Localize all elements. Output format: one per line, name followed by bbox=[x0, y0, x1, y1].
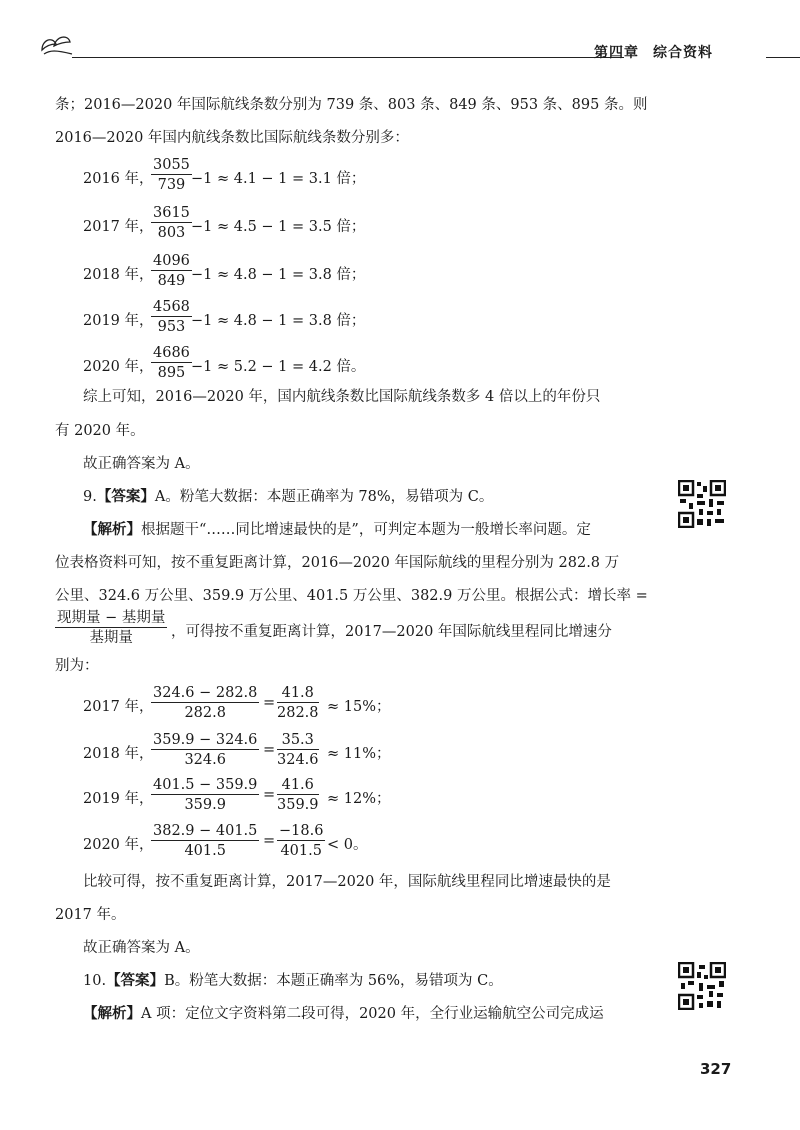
fraction-denominator: 324.6 bbox=[184, 752, 226, 768]
q9-analysis-line1 bbox=[83, 520, 591, 540]
calc-label: 2018 年， bbox=[83, 267, 154, 283]
fraction-denominator: 282.8 bbox=[184, 705, 226, 721]
fraction bbox=[277, 684, 319, 723]
answer2: 故正确答案为 A。 bbox=[83, 940, 200, 956]
summary2-line1: 比较可得，按不重复距离计算，2017—2020 年，国际航线里程同比增速最快的是 bbox=[83, 874, 611, 890]
fraction-numerator: 41.6 bbox=[277, 776, 319, 795]
fraction-denominator: 324.6 bbox=[277, 752, 319, 768]
answer-tag: 【答案】 bbox=[96, 488, 155, 505]
calc-label: 2019 年， bbox=[83, 313, 154, 329]
calc-result: −1 ≈ 4.8 − 1 = 3.8 倍； bbox=[191, 313, 366, 329]
header-rule-left bbox=[72, 57, 624, 58]
fraction-numerator: 3615 bbox=[153, 205, 190, 221]
answer1: 故正确答案为 A。 bbox=[83, 456, 200, 472]
fraction-numerator: 359.9 − 324.6 bbox=[153, 732, 258, 748]
fraction-denominator: 803 bbox=[157, 225, 186, 241]
fraction bbox=[277, 731, 319, 770]
fraction bbox=[151, 298, 192, 337]
fraction-numerator: 4568 bbox=[153, 299, 190, 315]
calc-result: ≈ 12%； bbox=[327, 791, 391, 807]
calc-label: 2020 年， bbox=[83, 359, 154, 375]
equals-sign: = bbox=[263, 787, 276, 803]
fraction bbox=[277, 776, 319, 815]
chapter-heading bbox=[594, 42, 713, 62]
chapter-title: 第四章 bbox=[594, 45, 639, 61]
fraction-numerator: 382.9 − 401.5 bbox=[153, 823, 258, 839]
q9-analysis-line4: ，可得按不重复距离计算，2017—2020 年国际航线里程同比增速分 bbox=[171, 624, 612, 640]
fraction bbox=[151, 776, 259, 815]
fraction-numerator: 324.6 − 282.8 bbox=[153, 685, 258, 701]
fraction-denominator: 401.5 bbox=[280, 843, 322, 859]
q10-answer-text: B。粉笔大数据：本题正确率为 56%，易错项为 C。 bbox=[164, 973, 503, 989]
fraction-denominator: 282.8 bbox=[277, 705, 319, 721]
fraction bbox=[277, 822, 325, 861]
fraction bbox=[151, 344, 192, 383]
fraction-numerator: 35.3 bbox=[277, 731, 319, 750]
q9-analysis-line5: 别为： bbox=[55, 658, 99, 674]
qr-code-icon[interactable] bbox=[678, 480, 726, 528]
fraction-denominator: 359.9 bbox=[184, 797, 226, 813]
fraction-numerator: 4686 bbox=[153, 345, 190, 361]
q9-answer-text: A。粉笔大数据：本题正确率为 78%，易错项为 C。 bbox=[154, 489, 494, 505]
header-rule-right bbox=[766, 57, 800, 58]
analysis-tag: 【解析】 bbox=[83, 1005, 141, 1022]
summary1-line2: 有 2020 年。 bbox=[55, 423, 145, 439]
summary1-line1: 综上可知，2016—2020 年，国内航线条数比国际航线条数多 4 倍以上的年份只 bbox=[83, 389, 601, 405]
fraction-numerator: 现期量 − 基期量 bbox=[57, 610, 166, 626]
fraction-denominator: 739 bbox=[157, 177, 186, 193]
calc-result: −1 ≈ 4.1 − 1 = 3.1 倍； bbox=[191, 171, 366, 187]
para1-line2: 2016—2020 年国内航线条数比国际航线条数分别多： bbox=[55, 130, 409, 146]
q9-analysis-line2: 位表格资料可知，按不重复距离计算，2016—2020 年国际航线的里程分别为 282.8 万 bbox=[55, 555, 620, 571]
calc-result: ≈ 15%； bbox=[327, 699, 391, 715]
calc-label: 2019 年， bbox=[83, 791, 154, 807]
fraction bbox=[151, 204, 192, 243]
calc-result: −1 ≈ 5.2 − 1 = 4.2 倍。 bbox=[191, 359, 366, 375]
fraction bbox=[151, 156, 192, 195]
growth-formula-fraction bbox=[55, 609, 167, 648]
q9-analysis-line3: 公里、324.6 万公里、359.9 万公里、401.5 万公里、382.9 万公里。根据公式：增长率 = bbox=[55, 588, 648, 604]
calc-label: 2018 年， bbox=[83, 746, 154, 762]
fraction-denominator: 401.5 bbox=[184, 843, 226, 859]
fraction bbox=[151, 822, 259, 861]
calc-label: 2017 年， bbox=[83, 699, 154, 715]
fraction bbox=[151, 252, 192, 291]
q10-answer-line bbox=[83, 971, 503, 991]
calc-result: −1 ≈ 4.5 − 1 = 3.5 倍； bbox=[191, 219, 366, 235]
fraction-numerator: −18.6 bbox=[279, 823, 324, 839]
fraction-denominator: 895 bbox=[157, 365, 186, 381]
q9-number: 9. bbox=[83, 489, 97, 505]
analysis-tag: 【解析】 bbox=[83, 521, 141, 538]
calc-label: 2020 年， bbox=[83, 837, 154, 853]
calc-result: < 0。 bbox=[327, 837, 368, 853]
section-title: 综合资料 bbox=[653, 45, 713, 61]
fraction-numerator: 4096 bbox=[153, 253, 190, 269]
fraction-denominator: 基期量 bbox=[89, 630, 133, 646]
q9-answer-line bbox=[83, 487, 493, 507]
fraction-denominator: 849 bbox=[157, 273, 186, 289]
summary2-line2: 2017 年。 bbox=[55, 907, 126, 923]
calc-result: ≈ 11%； bbox=[327, 746, 391, 762]
para1-line1: 条；2016—2020 年国际航线条数分别为 739 条、803 条、849 条、953 条、895 条。则 bbox=[55, 97, 648, 113]
q10-analysis-text: A 项：定位文字资料第二段可得，2020 年，全行业运输航空公司完成运 bbox=[141, 1006, 604, 1022]
fraction-denominator: 953 bbox=[157, 319, 186, 335]
equals-sign: = bbox=[263, 742, 276, 758]
q9-analysis-text: 根据题干“……同比增速最快的是”，可判定本题为一般增长率问题。定 bbox=[141, 522, 591, 538]
fraction-denominator: 359.9 bbox=[277, 797, 319, 813]
fraction bbox=[151, 731, 259, 770]
fraction bbox=[151, 684, 259, 723]
fraction-numerator: 41.8 bbox=[277, 684, 319, 703]
q10-number: 10. bbox=[83, 973, 107, 989]
equals-sign: = bbox=[263, 833, 276, 849]
page-number: 327 bbox=[700, 1060, 732, 1078]
page-header bbox=[38, 30, 762, 66]
equals-sign: = bbox=[263, 695, 276, 711]
leaf-logo-icon bbox=[38, 32, 74, 56]
calc-result: −1 ≈ 4.8 − 1 = 3.8 倍； bbox=[191, 267, 366, 283]
qr-code-icon[interactable] bbox=[678, 962, 726, 1010]
fraction-numerator: 3055 bbox=[153, 157, 190, 173]
q10-analysis-line1 bbox=[83, 1004, 604, 1024]
calc-label: 2017 年， bbox=[83, 219, 154, 235]
fraction-numerator: 401.5 − 359.9 bbox=[153, 777, 258, 793]
answer-tag: 【答案】 bbox=[106, 972, 165, 989]
calc-label: 2016 年， bbox=[83, 171, 154, 187]
